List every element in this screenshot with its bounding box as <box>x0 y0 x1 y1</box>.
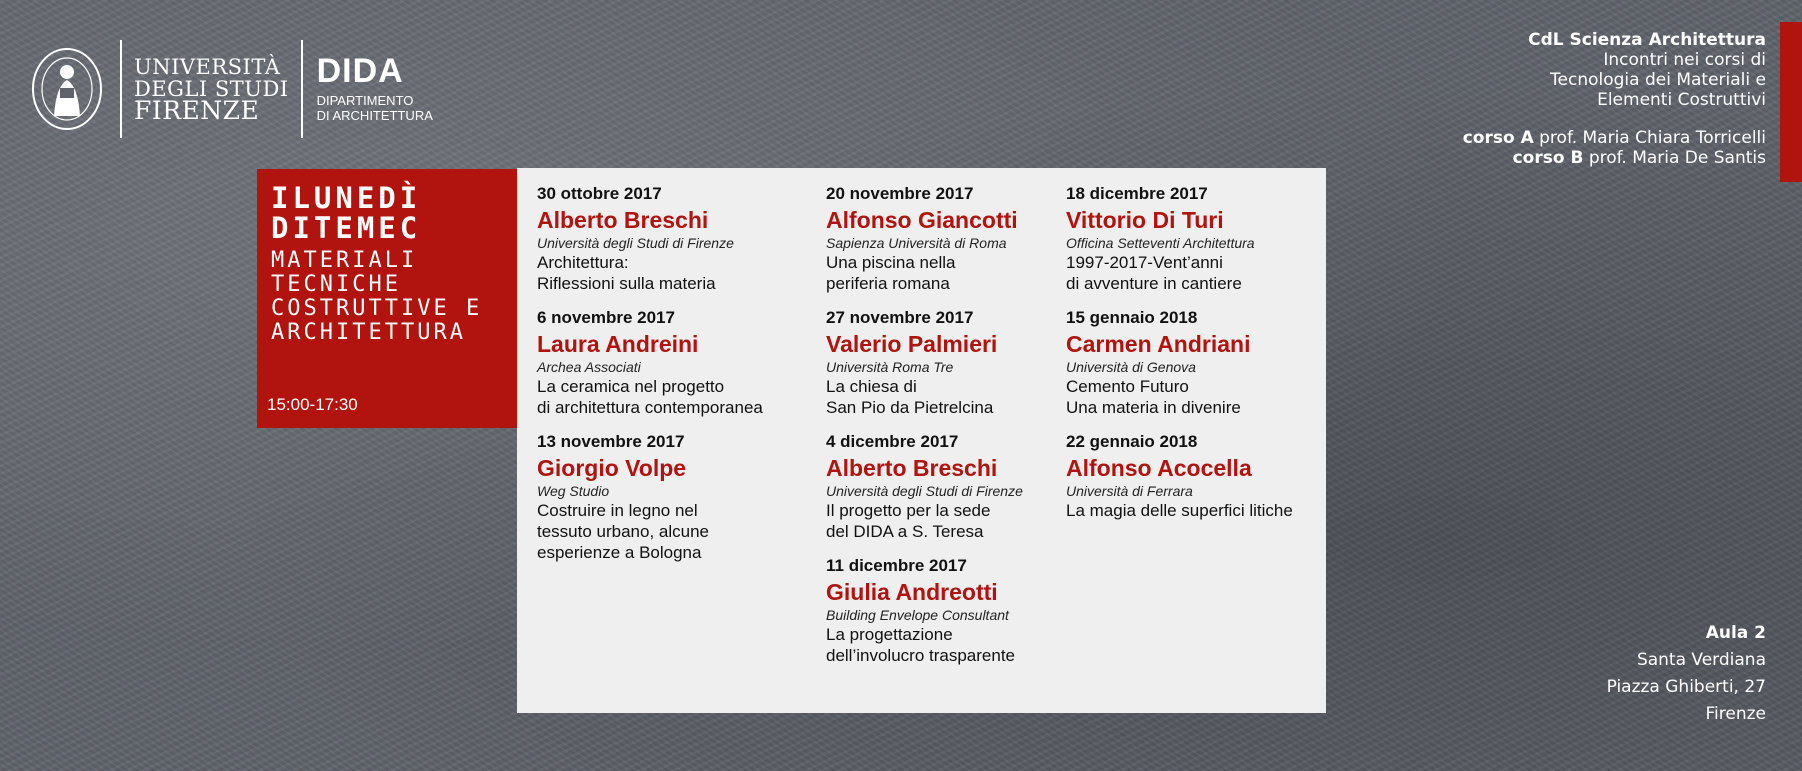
location-line2: Piazza Ghiberti, 27 <box>1606 677 1766 697</box>
lecture-title-line: Il progetto per la sede <box>826 501 991 520</box>
lecture-title-line: Costruire in legno nel <box>537 501 698 520</box>
event-date: 30 ottobre 2017 <box>537 184 662 203</box>
university-name <box>134 55 289 125</box>
lecture-title-line: La ceramica nel progetto <box>537 377 725 396</box>
event <box>1066 308 1316 418</box>
speaker-affiliation: Università Roma Tre <box>826 359 954 375</box>
speaker-name: Alfonso Giancotti <box>826 207 1018 233</box>
subtitle-line1: MATERIALI <box>271 248 418 273</box>
corso-a-prof: prof. Maria Chiara Torricelli <box>1533 128 1766 148</box>
event-date: 6 novembre 2017 <box>537 308 675 327</box>
corso-a <box>1463 128 1766 148</box>
speaker-affiliation: Sapienza Università di Roma <box>826 235 1007 251</box>
lecture-title-line: Una materia in divenire <box>1066 398 1241 417</box>
event <box>826 308 1076 418</box>
schedule-column <box>1066 184 1316 535</box>
dida-sub1: DIPARTIMENTO <box>316 93 414 108</box>
event <box>826 556 1076 666</box>
course-line3: Elementi Costruttivi <box>1597 90 1766 110</box>
speaker-affiliation: Weg Studio <box>537 483 610 499</box>
lecture-title-line: Architettura: <box>537 253 629 272</box>
event-date: 15 gennaio 2018 <box>1066 308 1198 327</box>
lecture-title-line: Una piscina nella <box>826 253 956 272</box>
lecture-title-line: Cemento Futuro <box>1066 377 1189 396</box>
university-line2: DEGLI STUDI <box>134 77 289 101</box>
university-line3: FIRENZE <box>134 96 260 125</box>
speaker-affiliation: Università di Ferrara <box>1066 483 1193 499</box>
university-line1: UNIVERSITÀ <box>134 55 281 79</box>
event <box>537 432 787 563</box>
cdl-label: CdL Scienza Architettura <box>1528 30 1766 50</box>
title-line1: ILUNEDÌ <box>271 181 422 215</box>
lecture-title-line: di architettura contemporanea <box>537 398 763 417</box>
lecture-title-line: La progettazione <box>826 625 953 644</box>
schedule-column <box>537 184 787 577</box>
course-info <box>1463 30 1766 168</box>
accent-bar <box>1780 22 1802 182</box>
lecture-title-line: periferia romana <box>826 274 950 293</box>
lecture-title-line: esperienze a Bologna <box>537 543 702 562</box>
event-date: 27 novembre 2017 <box>826 308 974 327</box>
dida-sub2: DI ARCHITETTURA <box>316 108 433 123</box>
lecture-title-line: del DIDA a S. Teresa <box>826 522 984 541</box>
lecture-title-line: La chiesa di <box>826 377 917 396</box>
event-date: 13 novembre 2017 <box>537 432 685 451</box>
lecture-title-line: La magia delle superfici litiche <box>1066 501 1293 520</box>
speaker-affiliation: Università degli Studi di Firenze <box>537 235 734 251</box>
course-line1: Incontri nei corsi di <box>1603 50 1766 70</box>
speaker-affiliation: Università di Genova <box>1066 359 1196 375</box>
divider <box>301 40 303 138</box>
dida-title: DIDA <box>316 52 404 90</box>
speaker-name: Giorgio Volpe <box>537 455 687 481</box>
lecture-title-line: dell’involucro trasparente <box>826 646 1015 665</box>
event <box>1066 184 1316 294</box>
lecture-title-line: tessuto urbano, alcune <box>537 522 710 541</box>
speaker-affiliation: Building Envelope Consultant <box>826 607 1009 623</box>
speaker-name: Alberto Breschi <box>826 455 998 481</box>
event-date: 4 dicembre 2017 <box>826 432 959 451</box>
subtitle-line2: TECNICHE <box>271 272 401 297</box>
speaker-name: Valerio Palmieri <box>826 331 998 357</box>
subtitle-line4: ARCHITETTURA <box>271 320 466 345</box>
speaker-name: Laura Andreini <box>537 331 699 357</box>
time-range: 15:00-17:30 <box>267 395 358 414</box>
event <box>1066 432 1316 521</box>
university-seal-icon <box>30 46 104 132</box>
location <box>1607 620 1766 728</box>
corso-b <box>1463 148 1766 168</box>
speaker-name: Carmen Andriani <box>1066 331 1251 357</box>
speaker-affiliation: Università degli Studi di Firenze <box>826 483 1023 499</box>
aula-label: Aula 2 <box>1705 623 1766 643</box>
event-date: 11 dicembre 2017 <box>826 556 967 575</box>
event-date: 20 novembre 2017 <box>826 184 974 203</box>
event <box>537 308 787 418</box>
event-date: 22 gennaio 2018 <box>1066 432 1198 451</box>
speaker-name: Giulia Andreotti <box>826 579 998 605</box>
dida-logo <box>316 52 433 123</box>
course-line2: Tecnologia dei Materiali e <box>1550 70 1766 90</box>
lecture-title-line: San Pio da Pietrelcina <box>826 398 994 417</box>
event <box>826 432 1076 542</box>
corso-a-label: corso A <box>1462 128 1534 148</box>
title-block <box>257 169 517 428</box>
schedule-panel <box>517 168 1326 713</box>
subtitle-line3: COSTRUTTIVE E <box>271 296 483 321</box>
speaker-name: Alberto Breschi <box>537 207 709 233</box>
location-line3: Firenze <box>1705 704 1766 724</box>
corso-b-prof: prof. Maria De Santis <box>1583 148 1766 168</box>
speaker-affiliation: Archea Associati <box>537 359 641 375</box>
corso-b-label: corso B <box>1512 148 1584 168</box>
lecture-title-line: Riflessioni sulla materia <box>537 274 716 293</box>
event <box>826 184 1076 294</box>
subtitle <box>271 249 517 345</box>
header-logos <box>30 40 433 138</box>
speaker-name: Alfonso Acocella <box>1066 455 1252 481</box>
schedule-column <box>826 184 1076 680</box>
lecture-title-line: di avventure in cantiere <box>1066 274 1242 293</box>
divider <box>120 40 122 138</box>
speaker-affiliation: Officina Setteventi Architettura <box>1066 235 1255 251</box>
event-date: 18 dicembre 2017 <box>1066 184 1208 203</box>
event <box>537 184 787 294</box>
title-line2: DITEMEC <box>271 211 422 245</box>
speaker-name: Vittorio Di Turi <box>1066 207 1224 233</box>
location-line1: Santa Verdiana <box>1636 650 1766 670</box>
lecture-title-line: 1997-2017-Vent’anni <box>1066 253 1223 272</box>
